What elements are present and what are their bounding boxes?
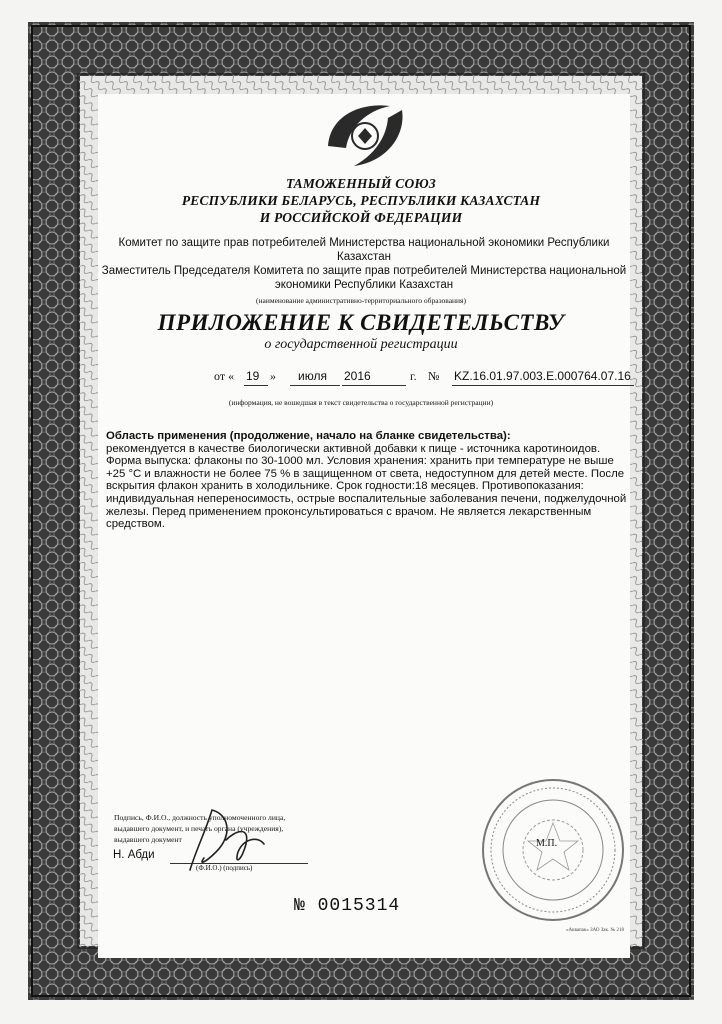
scope-line: вскрытия флакон хранить в холодильнике. Срок годности:18 месяцев. Противопоказания: [106, 480, 584, 493]
signature-caption-line: выдавшего документ, и печать органа (учреждения), [114, 824, 284, 833]
header-line-1: ТАМОЖЕННЫЙ СОЮЗ [286, 176, 436, 191]
registration-number: KZ.16.01.97.003.E.000764.07.16 [454, 369, 631, 383]
print-mark: «Аквапак» ЗАО Зак. № 218 [566, 928, 624, 933]
date-close-quote: » [270, 369, 276, 383]
scope-line: рекомендуется в качестве биологически активной добавки к пище - источника каротиноидов. [106, 442, 601, 455]
agency-line-4: экономики Республики Казахстан [274, 279, 454, 291]
signature-caption-line: выдавшего документ [114, 835, 182, 844]
scope-heading: Область применения (продолжение, начало на бланке свидетельства): [106, 430, 511, 442]
date-month: июля [298, 369, 327, 383]
scope-line: средством. [106, 518, 165, 531]
agency-caption: (наименование административно-территориального образования) [255, 296, 466, 305]
date-caption: (информация, не вошедшая в текст свидетельства о государственной регистрации) [228, 398, 494, 407]
signature-under-caption: (Ф.И.О.) (подпись) [196, 864, 253, 872]
document-subtitle: о государственной регистрации [264, 337, 458, 352]
application-scope [106, 430, 638, 531]
signature-caption-line: Подпись, Ф.И.О., должность уполномоченного лица, [114, 813, 286, 822]
scope-line: железы. Перед применением проконсультироваться с врачом. Не является лекарственным [106, 505, 592, 518]
official-seal-icon [478, 775, 628, 925]
day-underline [244, 385, 268, 386]
date-year: 2016 [344, 369, 371, 383]
date-day: 19 [246, 369, 260, 383]
customs-union-emblem-icon [320, 96, 410, 172]
number-label: № [428, 369, 440, 383]
serial-number: № 0015314 [294, 896, 401, 916]
agency-line-1: Комитет по защите прав потребителей Министерства национальной экономики Республики [118, 237, 610, 249]
scope-line: индивидуальная непереносимость, острые воспалительные заболевания печени, поджелудочной [106, 492, 627, 505]
month-underline [290, 385, 340, 386]
agency-line-3: Заместитель Председателя Комитета по защите прав потребителей Министерства национальной [101, 265, 627, 277]
scope-line: Форма выпуска: флаконы по 30-1000 мл. Условия хранения: хранить при температуре не выше [106, 455, 614, 468]
scope-line: +25 °С и влажности не более 75 % в защищенном от света, недоступном для детей месте. После [106, 467, 625, 480]
handwritten-signature [176, 800, 286, 880]
header-line-3: И РОССИЙСКОЙ ФЕДЕРАЦИИ [259, 210, 463, 225]
date-year-suffix: г. [410, 369, 417, 383]
number-underline [452, 385, 634, 386]
header-line-2: РЕСПУБЛИКИ БЕЛАРУСЬ, РЕСПУБЛИКИ КАЗАХСТАН [181, 193, 541, 208]
document-title: ПРИЛОЖЕНИЕ К СВИДЕТЕЛЬСТВУ [157, 310, 565, 335]
agency-line-2: Казахстан [337, 251, 391, 263]
seal-label: М.П. [536, 838, 558, 849]
year-underline [342, 385, 406, 386]
signatory-name: Н. Абди [113, 849, 155, 861]
date-prefix: от « [214, 369, 235, 383]
